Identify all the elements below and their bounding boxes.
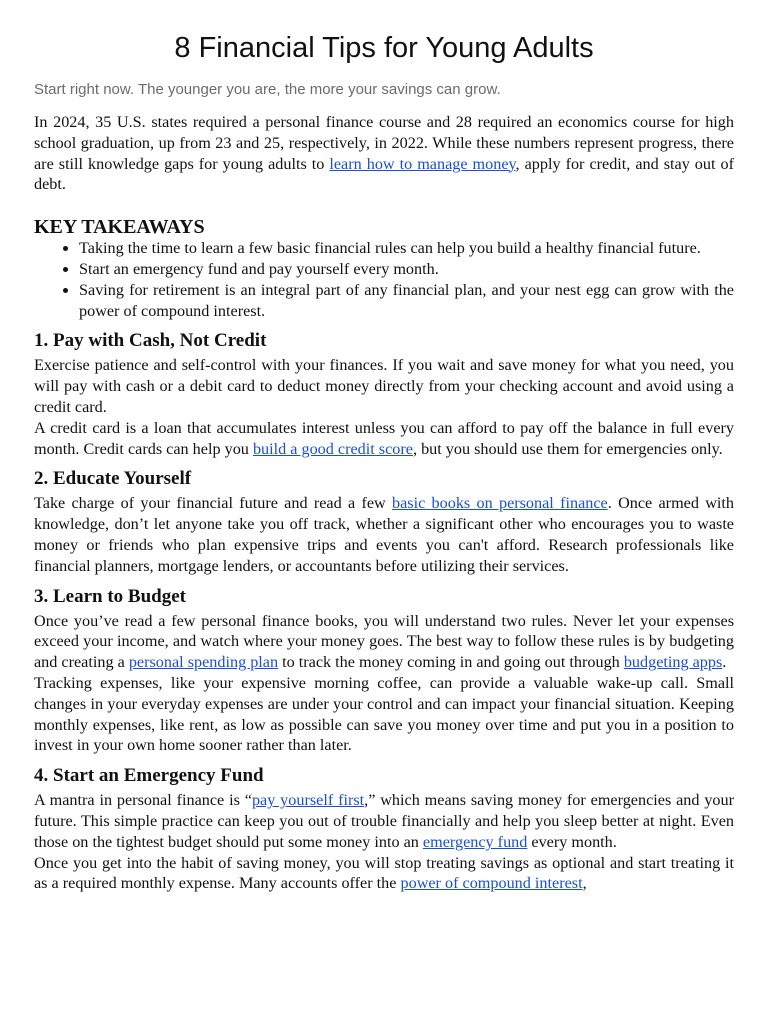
paragraph-text: ,” which means saving money for emergencies and your future. This simple practice can keep you out of trouble financially and help you sleep better at night. Even those on the tightest budget should put some money into an xyxy=(34,791,735,851)
list-item: • Taking the time to learn a few basic financial rules can help you build a healthy financial future. xyxy=(79,238,734,259)
build-credit-score-link[interactable]: build a good credit score xyxy=(252,439,413,458)
section-heading-learn-to-budget: 3. Learn to Budget xyxy=(34,585,186,607)
paragraph-text: Take charge of your financial future and read a few xyxy=(34,494,392,513)
section-paragraph xyxy=(34,790,734,852)
intro-paragraph xyxy=(34,112,734,195)
page-title: 8 Financial Tips for Young Adults xyxy=(174,32,594,64)
emergency-fund-link[interactable]: emergency fund xyxy=(422,832,528,851)
pay-yourself-first-link[interactable]: pay yourself first xyxy=(251,791,365,810)
paragraph-text: Once you get into the habit of saving money, you will stop treating savings as optional and start treating it as a required monthly expense. Many accounts offer the xyxy=(34,853,734,893)
list-item: • Start an emergency fund and pay yourself every month. xyxy=(79,259,734,280)
section-paragraph xyxy=(34,493,734,576)
paragraph-text: Once you’ve read a few personal finance books, you will understand two rules. Never let your expenses exceed your income, and watch where your money goes. The best way to follow these rules is by budgeting and creating a xyxy=(34,611,734,672)
section-heading-emergency-fund: 4. Start an Emergency Fund xyxy=(34,765,264,787)
basic-books-link[interactable]: basic books on personal finance xyxy=(392,494,608,513)
paragraph-text: , but you should use them for emergencies only. xyxy=(412,439,723,458)
section-paragraph xyxy=(34,853,734,895)
list-item: • Saving for retirement is an integral part of any financial plan, and your nest egg can grow with the power of compound interest. xyxy=(79,280,734,322)
key-takeaways-heading: KEY TAKEAWAYS xyxy=(34,216,205,239)
budgeting-apps-link[interactable]: budgeting apps xyxy=(623,653,723,672)
paragraph-text: . Once armed with knowledge, don’t let anyone take you off track, whether a significant other who encourages you to waste money or friends who plan expensive trips and events you can't afford. Research professionals like financial planners, mortgage lenders, or accountants before utilizing their services. xyxy=(34,494,735,575)
section-paragraph xyxy=(34,611,734,673)
section-heading-educate-yourself: 2. Educate Yourself xyxy=(34,468,192,490)
paragraph-text: , xyxy=(582,874,587,893)
paragraph-text: A mantra in personal finance is “ xyxy=(34,791,252,810)
compound-interest-link[interactable]: power of compound interest xyxy=(400,874,583,893)
section-paragraph: Tracking expenses, like your expensive morning coffee, can provide a valuable wake-up call. Small changes in your everyday expenses are under your control and can impact your financial situation. Keeping monthly expenses, like rent, as low as possible can save you money over time and put you in a position to invest in your own home sooner rather than later. xyxy=(34,673,734,755)
section-heading-pay-with-cash: 1. Pay with Cash, Not Credit xyxy=(34,330,267,352)
section-paragraph xyxy=(34,418,734,460)
paragraph-text: . xyxy=(722,653,727,672)
paragraph-text: every month. xyxy=(527,832,617,851)
learn-manage-money-link[interactable]: learn how to manage money xyxy=(329,154,516,173)
intro-text: In 2024, 35 U.S. states required a personal finance course and 28 required an economics course for high school graduation, up from 23 and 25, respectively, in 2022. While these numbers represent progress, there are still knowledge gaps for young adults to xyxy=(34,113,734,173)
section-paragraph: Exercise patience and self-control with your finances. If you wait and save money for what you need, you will pay with cash or a debit card to deduct money directly from your checking account and avoid using a credit card. xyxy=(34,356,734,416)
page-subtitle: Start right now. The younger you are, the more your savings can grow. xyxy=(34,81,501,98)
key-takeaways-list xyxy=(34,238,734,321)
intro-text-end: , apply for credit, and stay out of debt. xyxy=(34,154,734,194)
paragraph-text: A credit card is a loan that accumulates interest unless you can afford to pay off the balance in full every month. Credit cards can help you xyxy=(34,418,734,458)
personal-spending-plan-link[interactable]: personal spending plan xyxy=(128,653,279,672)
paragraph-text: to track the money coming in and going out through xyxy=(278,653,624,672)
